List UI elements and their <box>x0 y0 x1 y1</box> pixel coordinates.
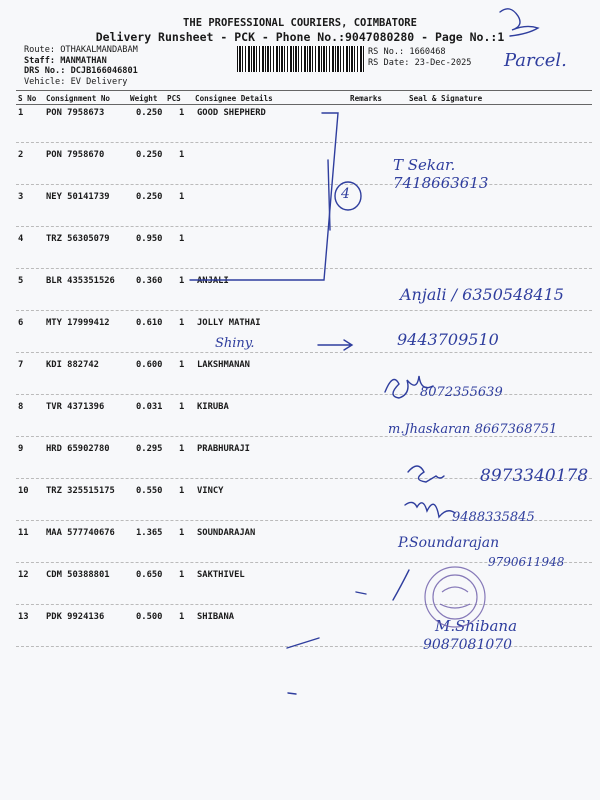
signature-row7 <box>385 376 433 398</box>
rs-date: RS Date: 23-Dec-2025 <box>368 57 472 68</box>
row-weight: 0.031 <box>136 402 163 412</box>
row-consignment: PON 7958673 <box>46 108 105 118</box>
handwritten-circle-count: 4 <box>341 186 350 202</box>
signature-scribble-top <box>500 9 538 36</box>
sheet-title: Delivery Runsheet - PCK - Phone No.:9047080280 - Page No.:1 <box>95 30 505 44</box>
row-pcs: 1 <box>179 150 185 160</box>
col-pcs: PCS <box>167 94 181 103</box>
handwritten-anjali: Anjali / 6350548415 <box>400 285 564 304</box>
row-sno: 11 <box>18 528 29 538</box>
handwritten-shibana-phone: 9087081070 <box>423 637 513 653</box>
row-pcs: 1 <box>179 360 185 370</box>
row-consignment: HRD 65902780 <box>46 444 110 454</box>
row-consignee: KIRUBA <box>197 402 229 412</box>
row-consignee: LAKSHMANAN <box>197 360 250 370</box>
rs-number: RS No.: 1660468 <box>368 47 446 57</box>
row-pcs: 1 <box>179 444 185 454</box>
row-pcs: 1 <box>179 402 185 412</box>
row-consignee: PRABHURAJI <box>197 444 250 454</box>
row-pcs: 1 <box>179 486 185 496</box>
row-pcs: 1 <box>179 612 185 622</box>
drs-number: DRS No.: DCJB166046801 <box>24 66 138 76</box>
row-sno: 5 <box>18 276 24 286</box>
row-weight: 0.610 <box>136 318 163 328</box>
row-pcs: 1 <box>179 108 185 118</box>
dash-mark-bottom <box>288 693 296 694</box>
handwritten-lakshmanan-phone: 8072355639 <box>420 385 503 400</box>
row-consignee: JOLLY MATHAI <box>197 318 261 328</box>
row-consignment: TRZ 325515175 <box>46 486 115 496</box>
signature-row9 <box>408 466 444 482</box>
row-consignee: ANJALI <box>197 276 229 286</box>
tick-mark-row12 <box>393 570 409 600</box>
row-sno: 10 <box>18 486 29 496</box>
row-consignment: MTY 17999412 <box>46 318 110 328</box>
row-pcs: 1 <box>179 318 185 328</box>
route: Route: OTHAKALMANDABAM <box>24 45 138 55</box>
row-weight: 0.250 <box>136 192 163 202</box>
col-weight: Weight <box>130 94 158 103</box>
row-consignee: VINCY <box>197 486 224 496</box>
col-seal: Seal & Signature <box>409 94 483 103</box>
vehicle: Vehicle: EV Delivery <box>24 76 128 87</box>
handwritten-tsekar-phone: 7418663613 <box>393 174 489 192</box>
row-consignee: SAKTHIVEL <box>197 570 245 580</box>
handwritten-jolly-phone: 9443709510 <box>397 330 499 349</box>
handwritten-shibana-name: M.Shibana <box>435 617 518 635</box>
row-consignment: NEY 50141739 <box>46 192 110 202</box>
row-weight: 0.295 <box>136 444 163 454</box>
row-consignment: KDI 882742 <box>46 360 99 370</box>
handwritten-soundar-name: P.Soundarajan <box>398 535 500 551</box>
row-sno: 12 <box>18 570 29 580</box>
row-pcs: 1 <box>179 192 185 202</box>
row-pcs: 1 <box>179 234 185 244</box>
row-weight: 0.360 <box>136 276 163 286</box>
row-pcs: 1 <box>179 276 185 286</box>
grouping-bracket <box>190 113 338 280</box>
row-pcs: 1 <box>179 570 185 580</box>
row-sno: 8 <box>18 402 24 412</box>
row-consignment: MAA 577740676 <box>46 528 115 538</box>
handwritten-vincy-phone: 9488335845 <box>452 510 535 525</box>
dash-mark-row12 <box>356 592 366 594</box>
row-consignee: SHIBANA <box>197 612 235 622</box>
signature-row10 <box>405 502 455 517</box>
row-weight: 0.550 <box>136 486 163 496</box>
handwritten-tsekar: T Sekar. <box>393 156 456 174</box>
row-consignment: PON 7958670 <box>46 150 105 160</box>
col-remarks: Remarks <box>350 94 383 103</box>
dash-mark-row13 <box>287 638 319 648</box>
col-consignment: Consignment No <box>46 94 111 103</box>
handwritten-parcel: Parcel. <box>504 50 567 71</box>
row-sno: 3 <box>18 192 24 202</box>
row-sno: 6 <box>18 318 24 328</box>
row-weight: 0.600 <box>136 360 163 370</box>
row-consignee: GOOD SHEPHERD <box>197 108 266 118</box>
company-name: THE PROFESSIONAL COURIERS, COIMBATORE <box>183 17 417 29</box>
row-weight: 0.500 <box>136 612 163 622</box>
row-weight: 1.365 <box>136 528 163 538</box>
seal-stamp <box>425 567 485 627</box>
row-consignment: TRZ 56305079 <box>46 234 110 244</box>
row-weight: 0.250 <box>136 150 163 160</box>
grouping-bracket-right <box>328 160 330 230</box>
handwritten-shiny: Shiny. <box>215 336 255 351</box>
row-sno: 13 <box>18 612 29 622</box>
row-consignment: CDM 50388801 <box>46 570 110 580</box>
staff: Staff: MANMATHAN <box>24 55 107 66</box>
row-consignment: BLR 435351526 <box>46 276 115 286</box>
row-sno: 1 <box>18 108 24 118</box>
row-sno: 9 <box>18 444 24 454</box>
handwritten-prabhu-phone: 8973340178 <box>480 466 589 486</box>
arrow-mark <box>318 340 352 350</box>
handwritten-kiruba: m.Jhaskaran 8667368751 <box>388 422 558 437</box>
row-consignment: TVR 4371396 <box>46 402 105 412</box>
col-sno: S No <box>18 94 37 103</box>
row-pcs: 1 <box>179 528 185 538</box>
handwritten-soundar-phone: 9790611948 <box>488 555 565 569</box>
row-sno: 4 <box>18 234 24 244</box>
row-weight: 0.950 <box>136 234 163 244</box>
row-sno: 7 <box>18 360 24 370</box>
row-weight: 0.650 <box>136 570 163 580</box>
col-consignee: Consignee Details <box>195 94 273 103</box>
circle-mark <box>335 182 361 210</box>
row-weight: 0.250 <box>136 108 163 118</box>
row-consignment: PDK 9924136 <box>46 612 105 622</box>
row-sno: 2 <box>18 150 24 160</box>
row-consignee: SOUNDARAJAN <box>197 528 256 538</box>
